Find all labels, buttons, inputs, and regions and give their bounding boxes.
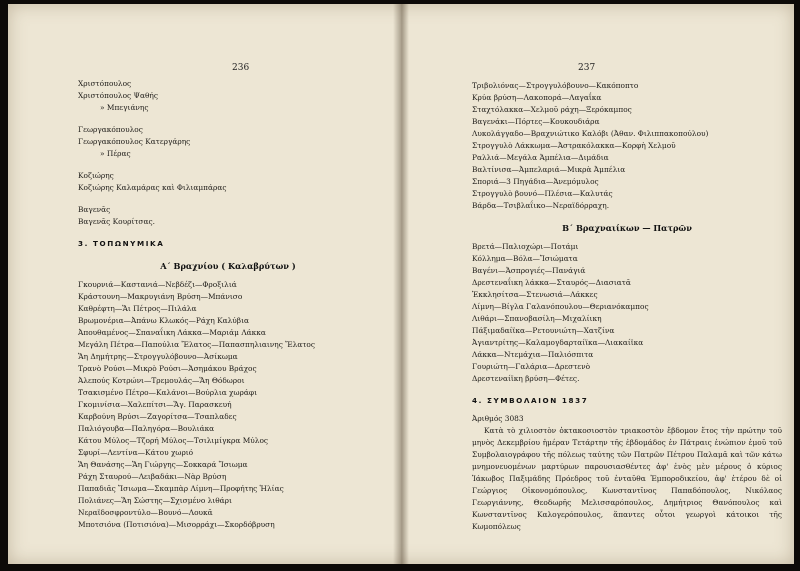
toponym-line: Γκομινίσια—Χαλεπίτσι—Ἅγ. Παρασκευή <box>78 400 232 409</box>
section-heading-toponyms: 3. ΤΟΠΩΝΥΜΙΚΑ <box>78 239 165 248</box>
toponym-line: Λυκολάγγαδο—Βραχνιώτικο Καλόβι (Ἀθαν. Φιλιππακοπούλου) <box>472 129 709 138</box>
toponym-list-a <box>78 279 378 531</box>
toponym-line: Ἀγιαντρίτης—Καλαμογδαρταίϊκα—Λιακαίϊκα <box>472 338 644 347</box>
toponym-line: Ἅη Θανάσης—Ἅη Γιώργης—Σοκκαρά Ἴσιωμα <box>78 460 248 469</box>
toponym-line: Βάρδα—Τσιβλαΐικο—Νεραϊδόρραχη. <box>472 201 610 210</box>
article-number: Ἀριθμός 3083 <box>472 414 524 423</box>
toponym-line: Δρεστεναΐικη λάκκα—Σταυρός—Διασιατᾶ <box>472 278 631 287</box>
toponym-line: Κράστουνη—Μακρυγιάνη Βρύση—Μπάνισο <box>78 292 243 301</box>
toponym-line: Βαγενάκι—Πόρτες—Κουκουδιάρα <box>472 117 600 126</box>
toponym-line: Κρύα βρύση—Λακοπορά—Λαγαΐκα <box>472 93 602 102</box>
toponym-line: Τρανὸ Ρούσι—Μικρὸ Ρούσι—Ἀσημάκου Βράχος <box>78 364 257 373</box>
toponym-line: Γουριώτη—Γαλάρια—Δρεστενὸ <box>472 362 591 371</box>
toponym-line: Σφυρί—Λεντίνα—Κάτου χωριό <box>78 448 194 457</box>
name-line: Κοζιώρης <box>78 171 114 180</box>
right-page-number: 237 <box>578 63 596 73</box>
toponym-line: Καθρέφτη—Ἅι Πέτρος—Πιλάλα <box>78 304 197 313</box>
toponym-line: Ραλλιά—Μεγάλα Ἀμπέλια—Διμάδια <box>472 153 609 162</box>
toponym-line: Παπαδιᾶς Ἴσιωμα—Σκαμπὰρ Λίμνη—Προφήτης Ἡλίας <box>78 484 284 493</box>
toponym-line: Σποριά—3 Πηγάδια—Ἀνεμόμυλος <box>472 177 599 186</box>
toponym-line: Βρωμονέρια—Ἀπάνω Κλωκός—Ράχη Καλύβια <box>78 316 249 325</box>
names-group-1 <box>78 78 378 114</box>
toponym-line: Λάκκα—Ντεμάχια—Παλιόσπιτα <box>472 350 594 359</box>
toponym-line: Δρεστεναίϊκη βρύση—Φέτες. <box>472 374 580 383</box>
toponym-line: Κόλλημα—Βόλα—Ἴσιώματα <box>472 254 578 263</box>
name-line: Γεωργακόπουλος <box>78 125 143 134</box>
name-line: Γεωργακόπουλος Κατεργάρης <box>78 137 191 146</box>
contract-paragraph: Κατὰ τὸ χιλιοστὸν ὀκτακοσιοστὸν τριακοστὸν ἔβδομον ἔτος τὴν πρώτην τοῦ μηνὸς Δεκεμβρίου ἡμέραν Τετάρτην τῆς ἑβδομάδος ἐν Πάτραις ἐνώπιον ἐμοῦ τοῦ Συμβολαιογράφου τῆς πόλεως ταύτης τῶν Πατρῶν Πέτρου Παλαμᾶ καὶ τῶν κάτω μνημονευομένων μαρτύρων παρουσιασθέντες ἀφ' ἑνὸς μὲν μέρους ὁ κύριος Ἰάκωβος Παξιμάδης Πρόεδρος τοῦ ἐνταῦθα Ἐμποροδικείου, ἀφ' ἑτέρου δὲ οἱ Γεώργιος Οἰκονομόπουλος, Κωνσταντῖνος Παπαδόπουλος, Νικόλαος Γεωργιάννης, Θεοδωρῆς Μελισσαρόπουλος, Δημήτριος Θανόπουλος καὶ Κωνσταντῖνος Καλογερόπουλος, ἅπαντες οὗτοι γεωργοὶ κάτοικοι τῆς Κωμοπόλεως <box>472 426 782 531</box>
subheading-vrachnaiikon: Β΄ Βραχναιίκων — Πατρῶν <box>562 223 692 233</box>
name-line: Χριστόπουλος Ψαθής <box>78 91 158 100</box>
toponym-line: Βρετά—Παλιοχώρι—Ποτάμι <box>472 242 579 251</box>
toponym-line: Στρογγυλὸ βουνό—Πλέσια—Καλυτάς <box>472 189 613 198</box>
left-page <box>78 78 378 531</box>
toponym-line: Ἀλεπούς Κοτρώνι—Τρεμουλάς—Ἅη Θόδωροι <box>78 376 245 385</box>
toponym-list-b <box>472 241 782 385</box>
toponym-line: Ἅη Δημήτρης—Στρογγυλόβουνο—Ἀσίκωμα <box>78 352 238 361</box>
toponym-line: Πολιάνες—Ἅη Σώστης—Σχισμένο λιθάρι <box>78 496 232 505</box>
toponym-line: Στρογγυλὸ Λάκκωμα—Ἀστρακόλακκα—Κορφὴ Χελμοῦ <box>472 141 676 150</box>
toponym-line: Τσακισμένο Πέτρο—Καλάνοι—Βούρλια χωράφι <box>78 388 257 397</box>
toponym-line: Ἐκκλησίτσα—Στενωσιά—Λάκκες <box>472 290 598 299</box>
toponym-line: Νεραϊδοσφροντύλο—Βουνό—Λουκᾶ <box>78 508 213 517</box>
names-group-3 <box>78 170 378 194</box>
toponym-line: Σταχτόλακκα—Χελμοῦ ράχη—Ξερόκαμπος <box>472 105 632 114</box>
toponym-line: Γκουρνιά—Καστανιά—Νεβδέζι—Φροξιλιά <box>78 280 237 289</box>
section-heading-contract: 4. ΣΥΜΒΟΛΑΙΟΝ 1837 <box>472 396 589 405</box>
names-group-4 <box>78 204 378 228</box>
name-line: Κοζιώρης Καλαμάρας καὶ Φιλιαμπάρας <box>78 183 227 192</box>
name-line: » Μπεγιάνης <box>100 103 149 112</box>
name-line: Βαγενᾶς <box>78 205 111 214</box>
toponym-line: Βαγένι—Ἀσπρογιές—Πανάγιά <box>472 266 586 275</box>
names-group-2 <box>78 124 378 160</box>
toponym-line: Κάτου Μύλος—Τζορή Μύλος—Τσιλιμίγκρα Μύλος <box>78 436 269 445</box>
toponym-line: Καρβούνη Βρύσι—Ζαγορίτσα—Τσαπλαδες <box>78 412 237 421</box>
right-page <box>472 80 782 531</box>
name-line: Βαγενᾶς Κουρίτσας. <box>78 217 155 226</box>
toponym-line: Παλιόγουβα—Παληγόρα—Βουλιάκα <box>78 424 215 433</box>
toponym-line: Ἀπουθαμένος—Σπαναΐικη Λάκκα—Μαριάμ Λάκκα <box>78 328 266 337</box>
toponym-line: Λίμνη—Βίγλα Γαλανόπουλου—Θεριανόκαμπος <box>472 302 649 311</box>
toponym-list-a-continued <box>472 80 782 212</box>
subheading-vrachniou: Α΄ Βραχνίου ( Καλαβρύτων ) <box>160 261 296 271</box>
book-gutter <box>393 4 409 564</box>
name-line: » Πέρας <box>100 149 131 158</box>
name-line: Χριστόπουλος <box>78 79 132 88</box>
toponym-line: Πάξιμαδαίϊκα—Ρετουνιώτη—Χατζίνα <box>472 326 615 335</box>
toponym-line: Βαλτίνισα—Ἀμπελαριά—Μικρὰ Ἀμπέλια <box>472 165 626 174</box>
toponym-line: Λιθάρι—Σπανοβασίλη—Μιχαλίικη <box>472 314 602 323</box>
toponym-line: Μποτσιόνα (Ποτισιόνα)—Μισορράχι—Σκορδόβρυση <box>78 520 275 529</box>
toponym-line: Τριβολιόνας—Στρογγυλόβουνο—Κακόποπτο <box>472 81 639 90</box>
toponym-line: Μεγάλη Πέτρα—Παπούλια Ἔλατος—Παπασπηλιαινης Ἔλατος <box>78 340 316 349</box>
toponym-line: Ράχη Σταυρού—Λειβαδάκι—Νὰρ Βρύση <box>78 472 227 481</box>
left-page-number: 236 <box>232 63 250 73</box>
